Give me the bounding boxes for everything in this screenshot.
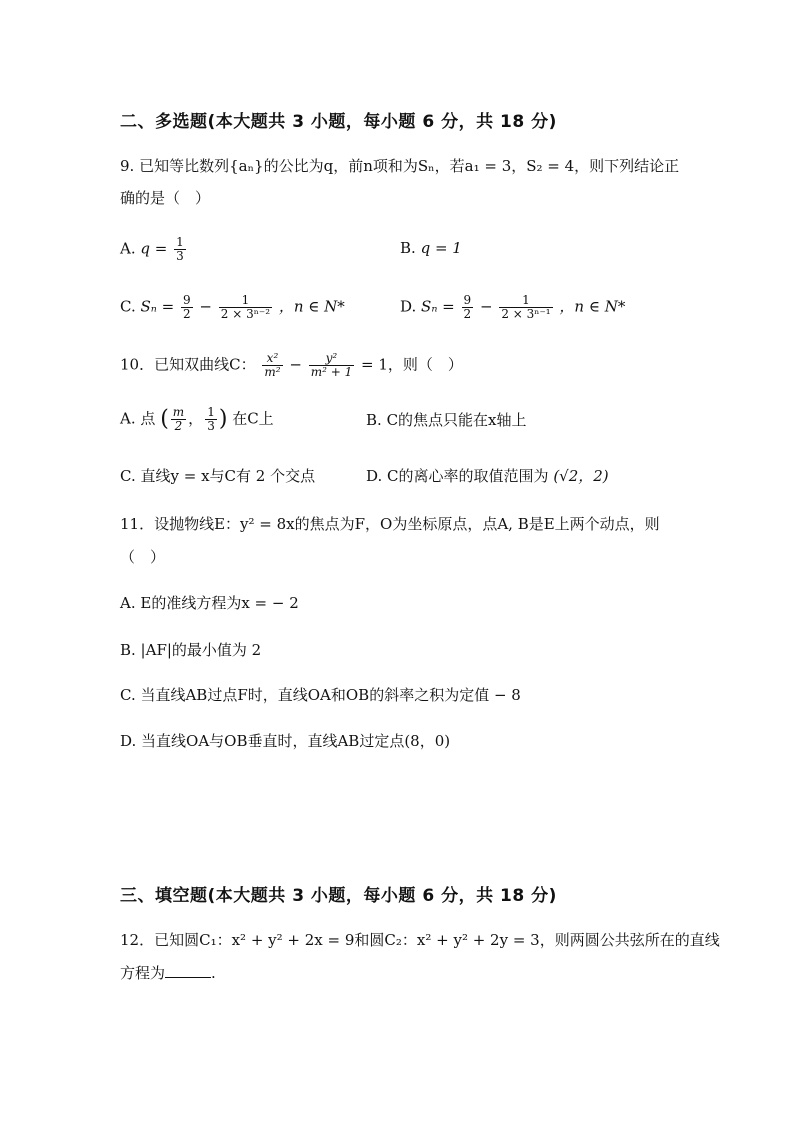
denominator: 2 <box>463 307 472 321</box>
denominator: 3 <box>176 249 184 263</box>
option-math: (√2，2) <box>553 467 609 485</box>
option-math: q = <box>140 239 168 258</box>
numerator: 1 <box>207 405 215 419</box>
option-label: B. <box>366 411 382 429</box>
denominator: 2 × 3ⁿ⁻¹ <box>501 307 551 321</box>
question-9-stem: 9. 已知等比数列{aₙ}的公比为q，前n项和为Sₙ，若a₁ = 3，S₂ = 4，则下列结论正 <box>120 157 680 175</box>
option-label: A. <box>120 239 136 258</box>
numerator: 1 <box>219 294 272 308</box>
option-label: D. <box>366 467 383 485</box>
q10-option-c <box>120 466 315 486</box>
q9-option-a <box>120 236 188 263</box>
q11-option-d: D. 当直线OA与OB垂直时，直线AB过定点(8，0) <box>120 732 451 750</box>
numerator: 1 <box>176 235 184 249</box>
option-text: C的焦点只能在x轴上 <box>386 411 527 429</box>
option-math: q = 1 <box>420 239 462 257</box>
question-11-stem-cont: （ ） <box>120 548 166 566</box>
question-12-stem-cont <box>120 963 216 983</box>
question-9-stem-cont: 确的是（ ） <box>120 189 211 207</box>
option-label: C. <box>120 467 136 485</box>
option-text: 直线y = x与C有 2 个交点 <box>140 467 316 485</box>
numerator: 1 <box>499 294 552 308</box>
fraction <box>181 294 193 321</box>
fraction <box>174 236 186 263</box>
q9-option-d <box>400 294 625 321</box>
option-label: C. <box>120 297 136 316</box>
option-text: 点 <box>140 409 156 428</box>
q10-option-d <box>366 466 609 486</box>
q9-option-b <box>400 238 462 258</box>
fraction <box>171 406 186 433</box>
minus-sign: − <box>289 355 302 374</box>
denominator: 2 <box>182 307 191 321</box>
left-paren: ( <box>160 406 169 432</box>
option-math: Sₙ = <box>140 297 175 316</box>
right-paren: ) <box>218 406 228 432</box>
fraction <box>499 294 552 321</box>
option-label: B. <box>400 239 416 257</box>
fraction <box>205 406 217 433</box>
stem-text: = 1，则（ ） <box>361 355 463 374</box>
option-math: ，n ∈ N* <box>278 297 345 316</box>
question-12-stem: 12．已知圆C₁：x² + y² + 2x = 9和圆C₂：x² + y² + 2y = 3，则两圆公共弦所在的直线 <box>120 931 720 949</box>
numerator: x² <box>262 352 282 366</box>
numerator: 9 <box>463 293 472 307</box>
stem-text: 方程为 <box>120 964 166 982</box>
option-math: Sₙ = <box>421 297 455 316</box>
stem-text: 10．已知双曲线C： <box>120 355 256 374</box>
q10-option-a <box>120 406 274 433</box>
section-title-multiple-choice: 二、多选题(本大题共 3 小题，每小题 6 分，共 18 分) <box>120 112 557 132</box>
q11-option-b: B. |AF|的最小值为 2 <box>120 641 262 659</box>
q11-option-c: C. 当直线AB过点F时，直线OA和OB的斜率之积为定值 − 8 <box>120 686 521 704</box>
option-text: 在C上 <box>232 409 274 428</box>
minus-sign: − <box>479 297 493 316</box>
option-label: A. <box>120 409 136 428</box>
q10-option-b <box>366 410 527 430</box>
denominator: m² <box>264 365 281 379</box>
fraction <box>309 352 355 379</box>
section-title-fill-in: 三、填空题(本大题共 3 小题，每小题 6 分，共 18 分) <box>120 886 557 906</box>
numerator: 9 <box>182 293 191 307</box>
comma: ， <box>188 409 204 428</box>
fraction <box>219 294 272 321</box>
numerator: m <box>172 405 185 419</box>
option-math: ，n ∈ N* <box>559 297 626 316</box>
numerator: y² <box>309 352 355 366</box>
denominator: m² + 1 <box>310 365 353 379</box>
minus-sign: − <box>199 297 212 316</box>
fraction <box>262 352 282 379</box>
stem-text: . <box>211 964 216 982</box>
question-10-stem <box>120 352 463 379</box>
denominator: 2 <box>174 419 183 433</box>
denominator: 2 × 3ⁿ⁻² <box>220 307 271 321</box>
fraction <box>462 294 474 321</box>
question-11-stem: 11．设抛物线E：y² = 8x的焦点为F，O为坐标原点，点A, B是E上两个动点，则 <box>120 515 660 533</box>
answer-blank[interactable] <box>165 963 211 978</box>
option-label: D. <box>400 297 417 316</box>
denominator: 3 <box>207 419 215 433</box>
q9-option-c <box>120 294 345 321</box>
option-text: C的离心率的取值范围为 <box>387 467 549 485</box>
q11-option-a: A. E的准线方程为x = − 2 <box>120 594 299 612</box>
